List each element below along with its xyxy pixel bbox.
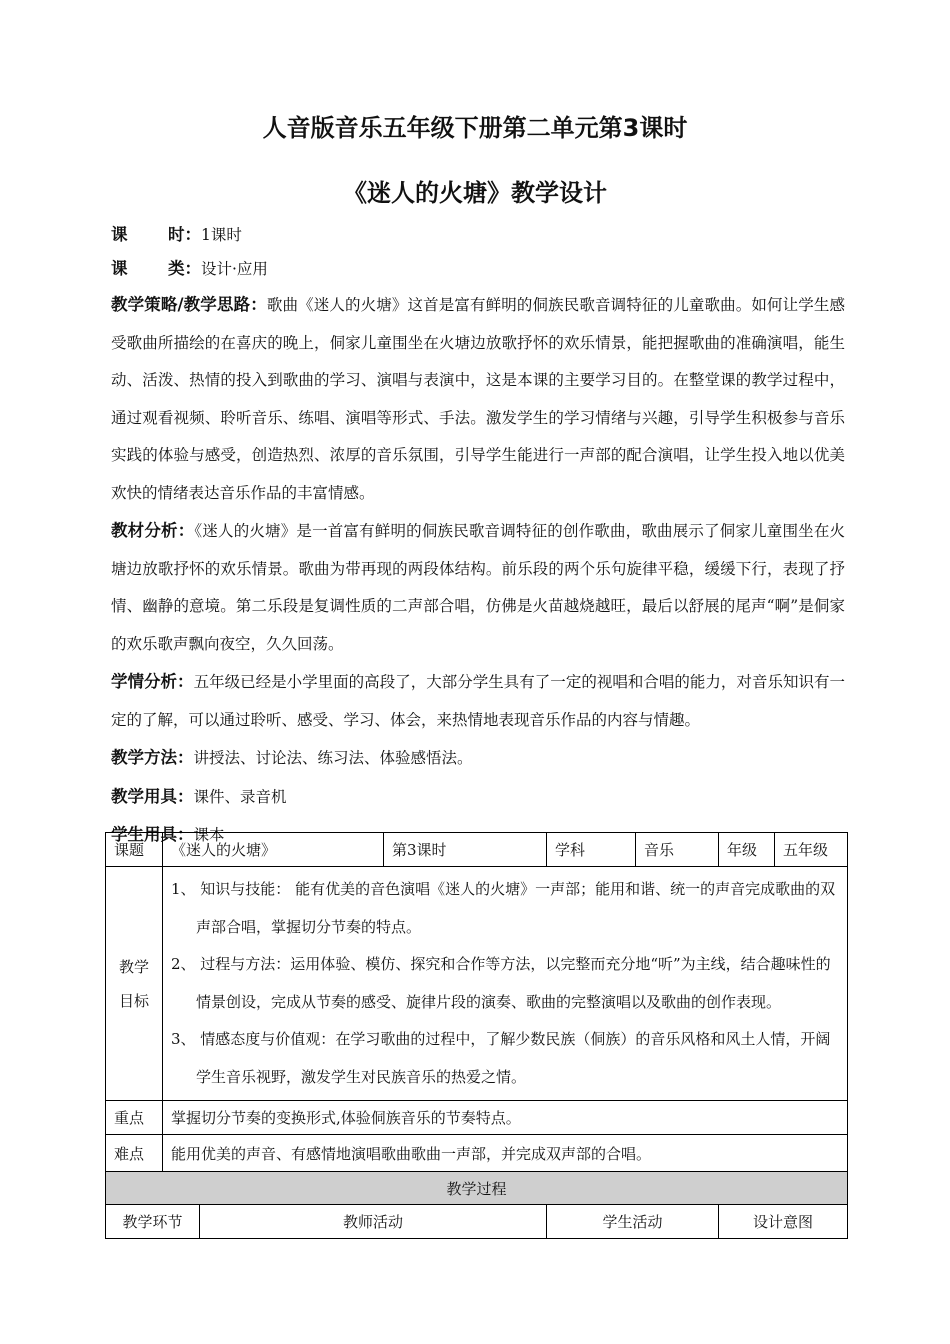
methods-text: 讲授法、讨论法、练习法、体验感悟法。 — [193, 749, 473, 767]
process-col-teacher: 教师活动 — [200, 1205, 547, 1239]
process-title-cell: 教学过程 — [106, 1172, 848, 1205]
key-text-cell: 掌握切分节奏的变换形式,体验侗族音乐的节奏特点。 — [163, 1101, 848, 1135]
process-title-row — [106, 1172, 848, 1205]
grade-value-cell: 五年级 — [775, 833, 848, 867]
goals-label-cell — [106, 867, 163, 1101]
student-tools-text: 课本 — [193, 826, 225, 844]
strategy-paragraph — [111, 286, 845, 512]
period-value: 1课时 — [201, 226, 242, 244]
document-subtitle: 《迷人的火塘》教学设计 — [343, 179, 607, 207]
difficult-label-cell: 难点 — [106, 1135, 163, 1172]
strategy-text: 歌曲《迷人的火塘》这首是富有鲜明的侗族民歌音调特征的儿童歌曲。如何让学生感受歌曲所描绘的在喜庆的晚上，侗家儿童围坐在火塘边放歌抒怀的欢乐情景，能把握歌曲的准确演唱，能生动、活泼、热情的投入到歌曲的学习、演唱与表演中，这是本课的主要学习目的。在整堂课的教学过程中，通过观看视频、聆听音乐、练唱、演唱等形式、手法。激发学生的学习情绪与兴趣，引导学生积极参与音乐实践的体验与感受，创造热烈、浓厚的音乐氛围，引导学生能进行一声部的配合演唱，让学生投入地以优美欢快的情绪表达音乐作品的丰富情感。 — [111, 296, 845, 502]
students-paragraph — [111, 663, 845, 739]
key-label-cell: 重点 — [106, 1101, 163, 1135]
process-col-student: 学生活动 — [547, 1205, 719, 1239]
subject-label-cell: 学科 — [547, 833, 636, 867]
lesson-table — [105, 832, 848, 1239]
methods-label: 教学方法： — [111, 748, 194, 767]
goal-item: 2、 过程与方法：运用体验、模仿、探究和合作等方法，以完整而充分地“听”为主线，结合趣味性的情景创设，完成从节奏的感受、旋律片段的演奏、歌曲的完整演唱以及歌曲的创作表现。 — [171, 955, 831, 1011]
period-label-2: 时： — [168, 225, 201, 244]
table-header-row — [106, 833, 848, 867]
grade-label-cell: 年级 — [719, 833, 775, 867]
subject-value-cell: 音乐 — [636, 833, 719, 867]
students-text: 五年级已经是小学里面的高段了，大部分学生具有了一定的视唱和合唱的能力，对音乐知识有一定的了解，可以通过聆听、感受、学习、体会，来热情地表现音乐作品的内容与情趣。 — [111, 673, 845, 729]
period-label-1: 课 — [111, 225, 128, 244]
key-point-row — [106, 1101, 848, 1135]
lesson-value-cell: 第3课时 — [384, 833, 547, 867]
process-col-intent: 设计意图 — [719, 1205, 848, 1239]
goals-cell — [163, 867, 848, 1101]
type-label-2: 类： — [168, 259, 201, 278]
material-paragraph — [111, 512, 845, 663]
difficult-text-cell: 能用优美的声音、有感情地演唱歌曲歌曲一声部，并完成双声部的合唱。 — [163, 1135, 848, 1172]
type-value: 设计·应用 — [201, 260, 268, 278]
goals-label-line1: 教学 — [118, 957, 149, 976]
students-label: 学情分析： — [111, 672, 194, 691]
strategy-label: 教学策略/教学思路： — [111, 295, 267, 314]
intro-section — [111, 218, 845, 855]
type-label-1: 课 — [111, 259, 128, 278]
tools-text: 课件、录音机 — [193, 787, 287, 806]
material-text: 《迷人的火塘》是一首富有鲜明的侗族民歌音调特征的创作歌曲，歌曲展示了侗家儿童围坐在火塘边放歌抒怀的欢乐情景。歌曲为带再现的两段体结构。前乐段的两个乐句旋律平稳，缓缓下行，表现了抒情、幽静的意境。第二乐段是复调性质的二声部合唱，仿佛是火苗越烧越旺，最后以舒展的尾声“啊”是侗家的欢乐歌声飘向夜空，久久回荡。 — [111, 522, 845, 653]
process-col-stage: 教学环节 — [106, 1205, 200, 1239]
goals-label-line2: 目标 — [118, 991, 149, 1010]
goals-row — [106, 867, 848, 1101]
topic-value-cell: 《迷人的火塘》 — [163, 833, 384, 867]
type-row — [111, 252, 845, 286]
topic-label-cell: 课题 — [106, 833, 163, 867]
material-label: 教材分析： — [111, 521, 195, 540]
period-row — [111, 218, 845, 252]
difficult-point-row — [106, 1135, 848, 1172]
goal-item: 3、 情感态度与价值观：在学习歌曲的过程中，了解少数民族（侗族）的音乐风格和风土人情，开阔学生音乐视野，激发学生对民族音乐的热爱之情。 — [171, 1030, 831, 1086]
document-title: 人音版音乐五年级下册第二单元第3课时 — [262, 114, 688, 142]
methods-paragraph — [111, 739, 845, 778]
goal-item: 1、 知识与技能： 能有优美的音色演唱《迷人的火塘》一声部；能用和谐、统一的声音完成歌曲的双声部合唱，掌握切分节奏的特点。 — [171, 880, 836, 936]
tools-paragraph — [111, 778, 845, 817]
process-columns-row — [106, 1205, 848, 1239]
tools-label: 教学用具： — [111, 786, 194, 806]
student-tools-label: 学生用具： — [111, 825, 194, 844]
